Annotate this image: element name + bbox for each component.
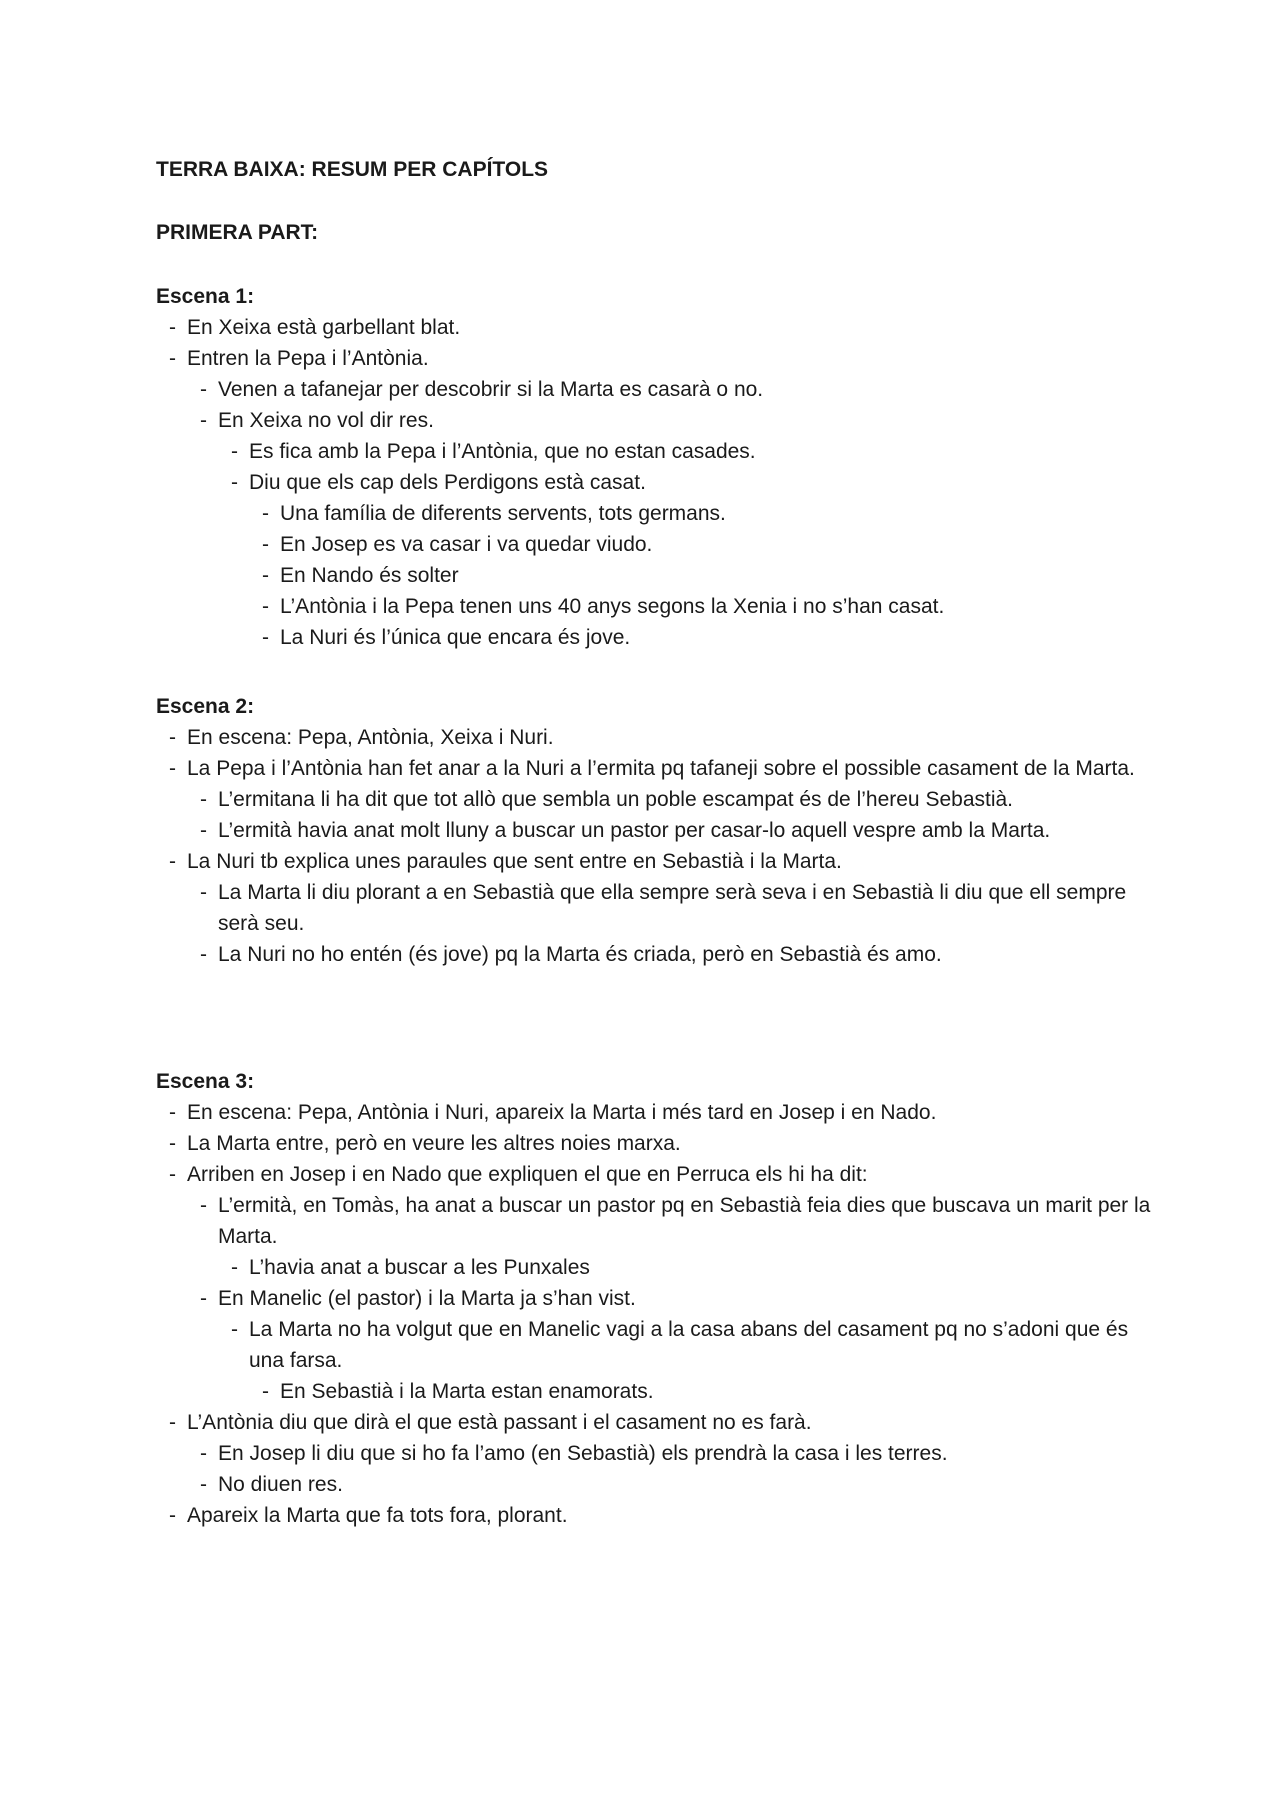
list-item-text: - Diu que els cap dels Perdigons està casat. (249, 471, 646, 494)
list-item (156, 846, 1156, 877)
document-title: TERRA BAIXA: RESUM PER CAPÍTOLS (156, 158, 549, 181)
list-item (156, 560, 1156, 591)
list-item (156, 498, 1156, 529)
list-item (156, 1128, 1156, 1159)
scene-title: Escena 3: (156, 1070, 255, 1093)
list-item-text: - L’havia anat a buscar a les Punxales (249, 1256, 590, 1279)
list-item (156, 1097, 1156, 1128)
list-item (156, 1376, 1156, 1407)
scene-section (156, 281, 1156, 653)
list-item (156, 722, 1156, 753)
part-heading: PRIMERA PART: (156, 221, 319, 244)
list-item (156, 815, 1156, 846)
list-item-text: - L’Antònia i la Pepa tenen uns 40 anys segons la Xenia i no s’han casat. (280, 595, 945, 618)
scene-bullet-list (156, 312, 1156, 653)
list-item-text: - No diuen res. (218, 1473, 343, 1496)
list-item-text: - En Sebastià i la Marta estan enamorats. (280, 1380, 654, 1403)
list-item-text: - La Marta entre, però en veure les altres noies marxa. (187, 1132, 681, 1155)
scene-section (156, 691, 1156, 970)
list-item-text: - En escena: Pepa, Antònia i Nuri, apareix la Marta i més tard en Josep i en Nado. (187, 1101, 937, 1124)
list-item (156, 405, 1156, 436)
list-item (156, 1407, 1156, 1438)
list-item-text: - Una família de diferents servents, tots germans. (280, 502, 726, 525)
scene-title: Escena 1: (156, 285, 255, 308)
list-item (156, 622, 1156, 653)
list-item (156, 877, 1156, 939)
list-item (156, 939, 1156, 970)
list-item-text: - En Manelic (el pastor) i la Marta ja s’han vist. (218, 1287, 636, 1310)
list-item-text: - L’ermitana li ha dit que tot allò que sembla un poble escampat és de l’hereu Sebastià. (218, 788, 1014, 811)
list-item-text: - La Marta li diu plorant a en Sebastià que ella sempre serà seva i en Sebastià li diu que ell sempre serà seu. (218, 881, 1127, 935)
list-item (156, 591, 1156, 622)
list-item (156, 1252, 1156, 1283)
list-item (156, 1500, 1156, 1531)
scene-bullet-list (156, 722, 1156, 970)
list-item (156, 343, 1156, 374)
list-item-text: - La Nuri és l’única que encara és jove. (280, 626, 631, 649)
list-item (156, 467, 1156, 498)
list-item-text: - Entren la Pepa i l’Antònia. (187, 347, 429, 370)
list-item-text: - Arriben en Josep i en Nado que expliquen el que en Perruca els hi ha dit: (187, 1163, 868, 1186)
scene-section (156, 1066, 1156, 1531)
list-item (156, 312, 1156, 343)
list-item-text: - L’ermità havia anat molt lluny a buscar un pastor per casar-lo aquell vespre amb la Marta. (218, 819, 1051, 842)
list-item-text: - La Marta no ha volgut que en Manelic vagi a la casa abans del casament pq no s’adoni que és una farsa. (249, 1318, 1129, 1372)
list-item (156, 1469, 1156, 1500)
list-item-text: - En Xeixa està garbellant blat. (187, 316, 461, 339)
scene-title: Escena 2: (156, 695, 255, 718)
list-item-text: - Venen a tafanejar per descobrir si la Marta es casarà o no. (218, 378, 764, 401)
list-item-text: - Es fica amb la Pepa i l’Antònia, que no estan casades. (249, 440, 756, 463)
list-item-text: - La Nuri tb explica unes paraules que sent entre en Sebastià i la Marta. (187, 850, 842, 873)
list-item-text: - En Josep es va casar i va quedar viudo. (280, 533, 653, 556)
list-item (156, 529, 1156, 560)
list-item-text: - En Nando és solter (280, 564, 459, 587)
list-item-text: - En escena: Pepa, Antònia, Xeixa i Nuri. (187, 726, 554, 749)
list-item (156, 753, 1156, 784)
list-item-text: - L’ermità, en Tomàs, ha anat a buscar un pastor pq en Sebastià feia dies que buscava un marit per la Marta. (218, 1194, 1151, 1248)
list-item (156, 436, 1156, 467)
list-item (156, 1159, 1156, 1190)
list-item (156, 1283, 1156, 1314)
list-item-text: - En Josep li diu que si ho fa l’amo (en Sebastià) els prendrà la casa i les terres. (218, 1442, 948, 1465)
list-item-text: - La Nuri no ho entén (és jove) pq la Marta és criada, però en Sebastià és amo. (218, 943, 942, 966)
list-item (156, 1190, 1156, 1252)
scene-bullet-list (156, 1097, 1156, 1531)
list-item-text: - En Xeixa no vol dir res. (218, 409, 434, 432)
list-item-text: - L’Antònia diu que dirà el que està passant i el casament no es farà. (187, 1411, 812, 1434)
list-item-text: - Apareix la Marta que fa tots fora, plorant. (187, 1504, 568, 1527)
list-item-text: - La Pepa i l’Antònia han fet anar a la Nuri a l’ermita pq tafaneji sobre el possible casament de la Marta. (187, 757, 1135, 780)
list-item (156, 1438, 1156, 1469)
list-item (156, 784, 1156, 815)
list-item (156, 1314, 1156, 1376)
list-item (156, 374, 1156, 405)
